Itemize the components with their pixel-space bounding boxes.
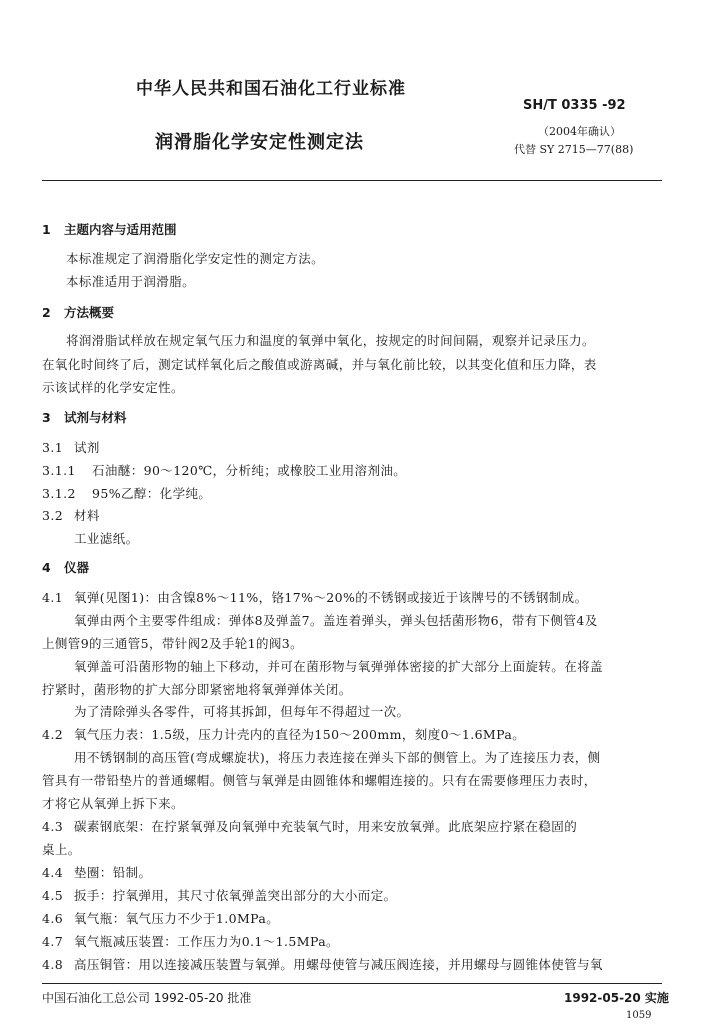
confirmation-note: （2004年确认） [538, 125, 621, 138]
clause-4-4-text: 垫圈：铅制。 [74, 865, 152, 880]
clause-4-2-line-1: 氧气压力表：1.5级，压力计壳内的直径为150～200mm，刻度0～1.6MPa。 [74, 727, 526, 742]
clause-4-6-text: 氧气瓶：氧气压力不少于1.0MPa。 [74, 911, 280, 926]
clause-4-5-number: 4.5 [42, 888, 64, 903]
clause-4-2-line-4: 才将它从氧弹上拆下来。 [42, 796, 184, 811]
clause-3-1-2 [42, 484, 211, 502]
document-title: 润滑脂化学安定性测定法 [155, 132, 364, 153]
page-number: 1059 [626, 1010, 652, 1021]
section-3-heading [42, 408, 127, 426]
section-3-number: 3 [42, 410, 51, 425]
clause-4-1-line-3: 上侧管9的三通管5，带针阀2及手轮1的阀3。 [42, 636, 304, 651]
section-2-line-2: 在氧化时间终了后，测定试样氧化后之酸值或游离碱，并与氧化前比较，以其变化值和压力降，表 [42, 357, 597, 372]
clause-4-3 [42, 817, 577, 835]
section-4-number: 4 [42, 560, 51, 575]
clause-4-8-number: 4.8 [42, 957, 64, 972]
clause-4-8 [42, 955, 603, 973]
clause-3-1-1-number: 3.1.1 [42, 463, 76, 478]
clause-3-1-number: 3.1 [42, 440, 64, 455]
section-1-heading [42, 220, 177, 238]
section-2-number: 2 [42, 305, 51, 320]
clause-3-1-1 [42, 461, 406, 479]
section-1-title: 主题内容与适用范围 [64, 222, 177, 237]
clause-4-7 [42, 932, 339, 950]
clause-4-3-number: 4.3 [42, 819, 64, 834]
clause-4-1-line-1: 氧弹(见图1)：由含镍8%～11%，铬17%～20%的不锈钢或接近于该牌号的不锈钢制成。 [74, 590, 588, 605]
clause-3-2-title: 材料 [74, 508, 100, 523]
replaces-note: 代替 SY 2715—77(88) [514, 143, 634, 156]
section-1-number: 1 [42, 222, 51, 237]
section-4-title: 仪器 [64, 560, 90, 575]
clause-3-1 [42, 438, 100, 456]
clause-3-1-2-number: 3.1.2 [42, 486, 76, 501]
clause-4-1-line-6: 为了清除弹头各零件，可将其拆卸，但每年不得超过一次。 [74, 704, 410, 719]
clause-4-8-text: 高压铜管：用以连接减压装置与氧弹。用螺母使管与减压阀连接，并用螺母与圆锥体使管与氧 [74, 957, 603, 972]
clause-4-1-number: 4.1 [42, 590, 64, 605]
clause-4-2 [42, 725, 525, 743]
clause-3-1-title: 试剂 [74, 440, 100, 455]
clause-4-2-number: 4.2 [42, 727, 64, 742]
clause-4-7-text: 氧气瓶减压装置：工作压力为0.1～1.5MPa。 [74, 934, 339, 949]
section-2-heading [42, 303, 114, 321]
approval-note: 中国石油化工总公司 1992-05-20 批准 [42, 991, 252, 1005]
clause-4-1-line-4: 氧弹盖可沿菌形物的轴上下移动，并可在菌形物与氧弹弹体密接的扩大部分上面旋转。在将盖 [74, 659, 603, 674]
clause-4-6-number: 4.6 [42, 911, 64, 926]
footer-rule [42, 983, 662, 984]
clause-4-4-number: 4.4 [42, 865, 64, 880]
section-2-title: 方法概要 [64, 305, 115, 320]
clause-4-6 [42, 909, 279, 927]
standard-code: SH/T 0335 -92 [523, 98, 626, 113]
section-2-line-1: 将润滑脂试样放在规定氧气压力和温度的氧弹中氧化，按规定的时间间隔，观察并记录压力。 [66, 333, 595, 348]
org-title: 中华人民共和国石油化工行业标准 [136, 79, 406, 99]
clause-4-2-line-2: 用不锈钢制的高压管(弯成螺旋状)，将压力表连接在弹头下部的侧管上。为了连接压力表，侧 [74, 750, 601, 765]
clause-4-4 [42, 863, 151, 881]
clause-3-1-2-text: 95%乙醇：化学纯。 [92, 486, 212, 501]
effective-note: 1992-05-20 实施 [564, 991, 669, 1005]
clause-4-5 [42, 886, 397, 904]
header-rule [42, 180, 662, 181]
clause-4-3-line-2: 桌上。 [42, 842, 81, 857]
section-1-para-2: 本标准适用于润滑脂。 [66, 274, 196, 289]
section-1-para-1: 本标准规定了润滑脂化学安定性的测定方法。 [66, 251, 325, 266]
section-2-line-3: 示该试样的化学安定性。 [42, 380, 184, 395]
clause-3-2-text: 工业滤纸。 [74, 531, 139, 546]
clause-3-1-1-text: 石油醚：90～120℃，分析纯；或橡胶工业用溶剂油。 [92, 463, 407, 478]
clause-4-1 [42, 588, 588, 606]
clause-4-5-text: 扳手：拧氧弹用，其尺寸依氧弹盖突出部分的大小而定。 [74, 888, 397, 903]
clause-3-2-number: 3.2 [42, 508, 64, 523]
clause-4-3-line-1: 碳素钢底架：在拧紧氧弹及向氧弹中充装氧气时，用来安放氧弹。此底架应拧紧在稳固的 [74, 819, 578, 834]
clause-4-1-line-2: 氧弹由两个主要零件组成：弹体8及弹盖7。盖连着弹头，弹头包括菌形物6，带有下侧管4及 [74, 613, 598, 628]
clause-4-2-line-3: 管具有一带铅垫片的普通螺帽。侧管与氧弹是由圆锥体和螺帽连接的。只有在需要修理压力表时， [42, 773, 597, 788]
clause-4-1-line-5: 拧紧时，菌形物的扩大部分即紧密地将氧弹弹体关闭。 [42, 682, 352, 697]
section-3-title: 试剂与材料 [64, 410, 127, 425]
clause-4-7-number: 4.7 [42, 934, 64, 949]
clause-3-2 [42, 506, 100, 524]
section-4-heading [42, 558, 89, 576]
